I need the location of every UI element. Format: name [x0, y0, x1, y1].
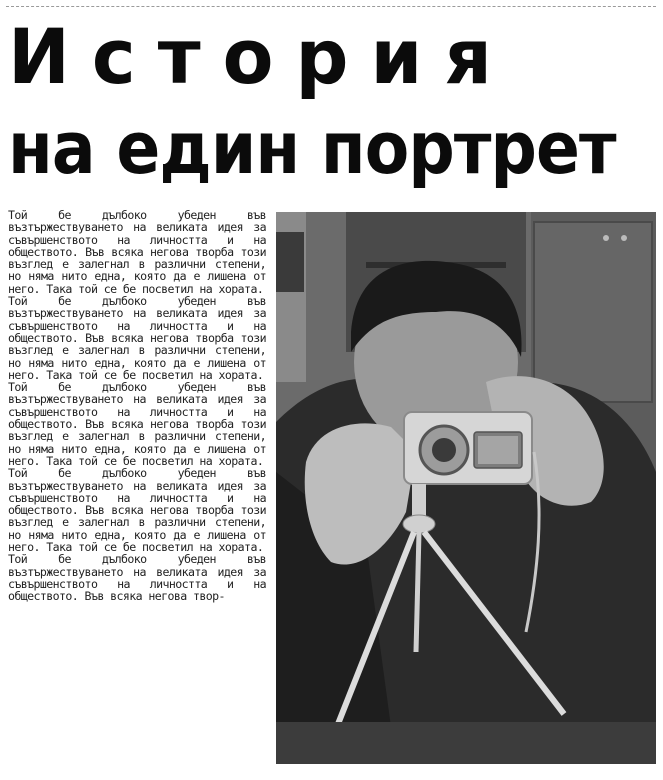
article-paragraph: Той бе дълбоко убеден във възтържествуването на великата идея за съвършенството на личността и на обществото. Във всяка негова творба този възглед е залегнал в различни степени, но няма нито една, която да е лишена от него. Така той се бе посветил на хората. [8, 380, 266, 468]
article-paragraph: Той бе дълбоко убеден във възтържествуването на великата идея за съвършенството на личността и на обществото. Във всяка негова твор- [8, 552, 266, 604]
mirror-selfie-illustration [276, 212, 656, 764]
portrait-photo [276, 212, 656, 764]
knob [603, 235, 609, 241]
tripod-leg [416, 532, 419, 652]
headline-line-1: История [8, 13, 514, 102]
top-dashed-rule [6, 6, 656, 7]
headline-line-2: на един портрет [8, 106, 616, 190]
table [276, 722, 656, 764]
knob [621, 235, 627, 241]
article-body [8, 209, 266, 769]
wall-picture [276, 232, 304, 292]
lens-glass [432, 438, 456, 462]
article-paragraph: Той бе дълбоко убеден във възтържествуването на великата идея за съвършенството на личността и на обществото. Във всяка негова творба този възглед е залегнал в различни степени, но няма нито една, която да е лишена от него. Така той се бе посветил на хората. [8, 209, 266, 296]
article-paragraph: Той бе дълбоко убеден във възтържествуването на великата идея за съвършенството на личността и на обществото. Във всяка негова творба този възглед е залегнал в различни степени, но няма нито една, която да е лишена от него. Така той се бе посветил на хората. [8, 466, 266, 555]
article-paragraph: Той бе дълбоко убеден във възтържествуването на великата идея за съвършенството на личността и на обществото. Във всяка негова творба този възглед е залегнал в различни степени, но няма нито една, която да е лишена от него. Така той се бе посветил на хората. [8, 294, 266, 382]
